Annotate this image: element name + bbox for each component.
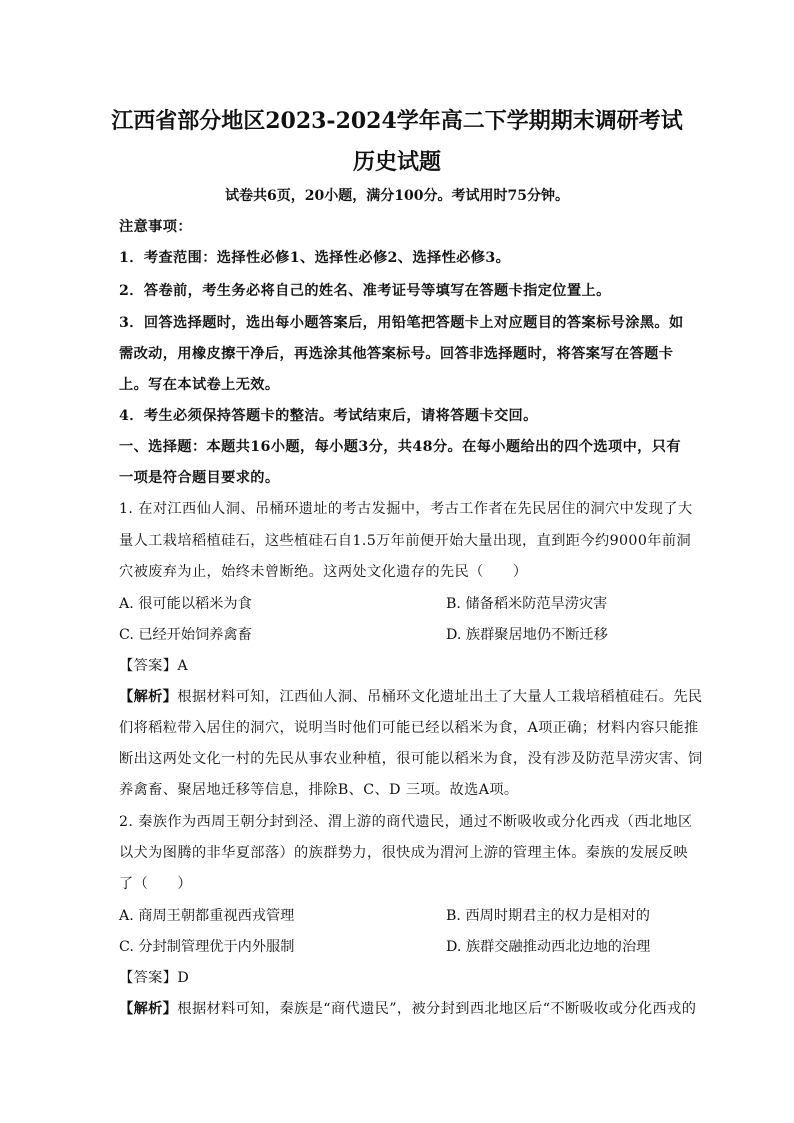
q2-answer: 【答案】D <box>119 970 190 986</box>
note-3-line-3: 上。写在本试卷上无效。 <box>119 377 280 393</box>
q1-stem-line-3: 穴被废弃为止，始终未曾断绝。这两处文化遗存的先民（ ） <box>119 564 528 580</box>
q2-option-b: B. 西周时期君主的权力是相对的 <box>446 908 650 924</box>
q2-option-c: C. 分封制管理优于内外服制 <box>119 939 295 955</box>
q1-explanation-line-4: 养禽畜、聚居地迁移等信息，排除B、C、D 三项。故选A项。 <box>119 782 519 798</box>
q1-option-b: B. 储备稻米防范旱涝灾害 <box>446 596 608 612</box>
subject-title: 历史试题 <box>352 149 441 175</box>
note-1: 1．考查范围：选择性必修1、选择性必修2、选择性必修3。 <box>119 250 511 266</box>
section-heading-line-2: 一项是符合题目要求的。 <box>119 470 280 486</box>
q1-stem-line-2: 量人工栽培稻植硅石，这些植硅石自1.5万年前便开始大量出现，直到距今约9000年前洞 <box>119 533 692 549</box>
q2-stem-line-1: 2. 秦族作为西周王朝分封到泾、渭上游的商代遗民，通过不断吸收或分化西戎（西北地区 <box>119 814 693 830</box>
notes-heading: 注意事项： <box>119 219 192 235</box>
note-3-line-2: 需改动，用橡皮擦干净后，再选涂其他答案标号。回答非选择题时，将答案写在答题卡 <box>119 346 674 362</box>
q1-explanation-line-2: 们将稻粒带入居住的洞穴，说明当时他们可能已经以稻米为食，A项正确；材料内容只能推 <box>119 720 699 736</box>
note-2: 2．答卷前，考生务必将自己的姓名、准考证号等填写在答题卡指定位置上。 <box>119 283 611 299</box>
q2-stem-line-2: 以犬为图腾的非华夏部落）的族群势力，很快成为渭河上游的管理主体。秦族的发展反映 <box>119 845 688 861</box>
q2-option-a: A. 商周王朝都重视西戎管理 <box>119 908 295 924</box>
q1-explanation-line-1 <box>119 686 703 706</box>
exam-info: 试卷共6页，20小题，满分100分。考试用时75分钟。 <box>225 188 569 204</box>
q2-stem-line-3: 了（ ） <box>119 876 192 892</box>
note-3-line-1: 3．回答选择题时，选出每小题答案后，用铅笔把答题卡上对应题目的答案标号涂黑。如 <box>119 315 684 331</box>
explanation-label: 【解析】 <box>119 689 178 705</box>
q1-stem-line-1: 1. 在对江西仙人洞、吊桶环遗址的考古发掘中，考古工作者在先民居住的洞穴中发现了大 <box>119 501 693 517</box>
note-4: 4．考生必须保持答题卡的整洁。考试结束后，请将答题卡交回。 <box>119 408 538 424</box>
q1-option-a: A. 很可能以稻米为食 <box>119 596 252 612</box>
q1-answer: 【答案】A <box>119 658 188 674</box>
q1-explanation-line-3: 断出这两处文化一村的先民从事农业种植，很可能以稻米为食，没有涉及防范旱涝灾害、饲 <box>119 751 703 767</box>
explanation-text: 根据材料可知，江西仙人洞、吊桶环文化遗址出土了大量人工栽培稻植硅石。先民 <box>177 689 703 705</box>
section-heading-line-1: 一、选择题：本题共16小题，每小题3分，共48分。在每小题给出的四个选项中，只有 <box>119 439 681 455</box>
q1-option-d: D. 族群聚居地仍不断迁移 <box>446 627 608 643</box>
exam-title: 江西省部分地区2023-2024学年高二下学期期末调研考试 <box>111 108 683 134</box>
q2-option-d: D. 族群交融推动西北边地的治理 <box>446 939 651 955</box>
explanation-label: 【解析】 <box>119 1001 178 1017</box>
q2-explanation-line-1 <box>119 998 696 1018</box>
q1-option-c: C. 已经开始饲养禽畜 <box>119 627 252 643</box>
explanation-text: 根据材料可知，秦族是“商代遗民”，被分封到西北地区后“不断吸收或分化西戎的 <box>177 1001 697 1017</box>
